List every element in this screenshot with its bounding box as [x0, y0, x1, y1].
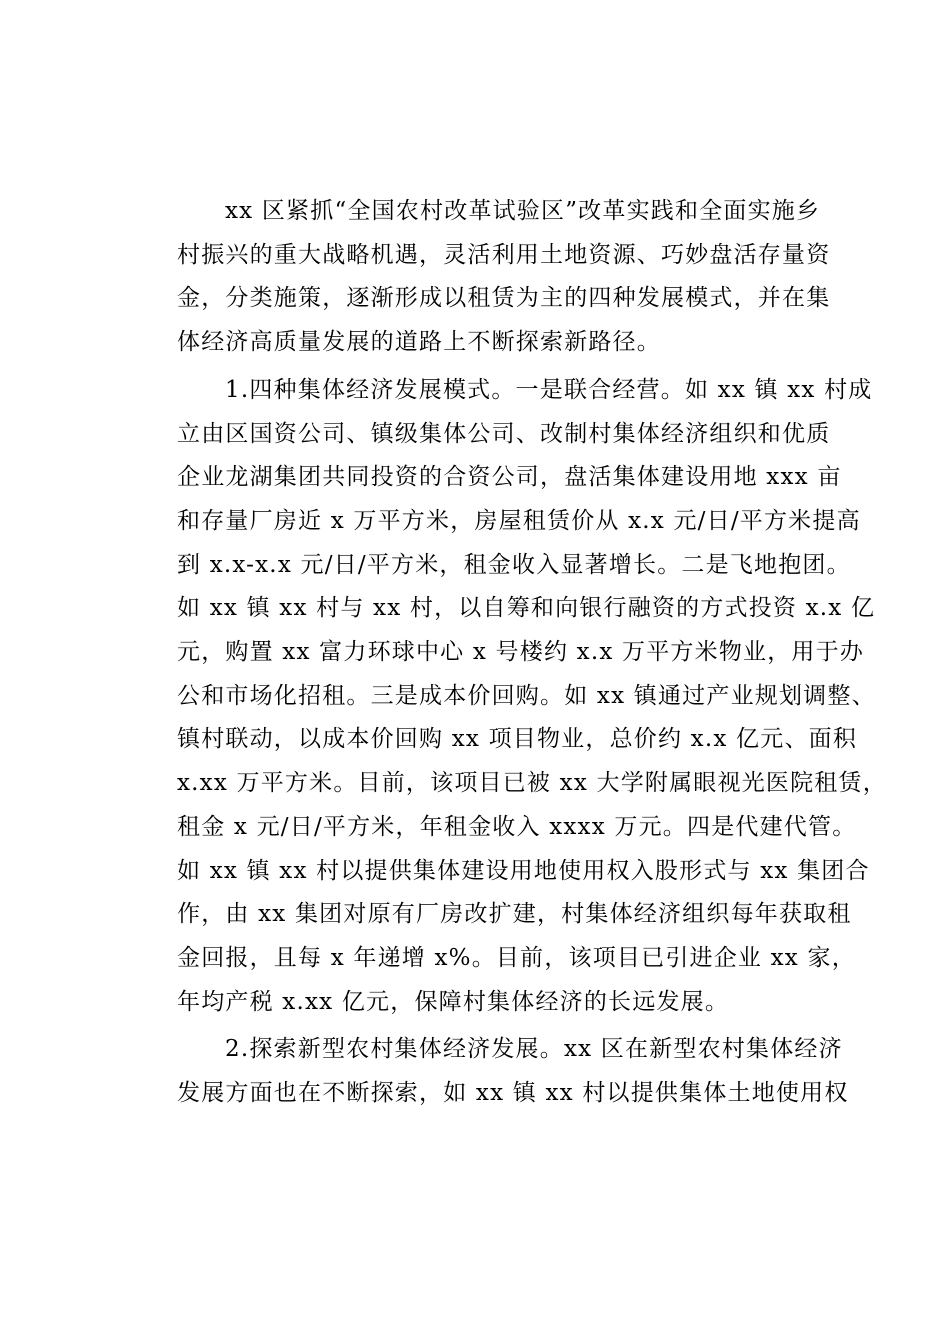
- paragraph-section-2: [129, 1028, 849, 1115]
- text-line: 和存量厂房近 x 万平方米，房屋租赁价从 x.x 元/日/平方米提高: [177, 507, 861, 534]
- text-line: 作，由 xx 集团对原有厂房改扩建，村集体经济组织每年获取租: [177, 901, 852, 928]
- text-line: 金，分类施策，逐渐形成以租赁为主的四种发展模式，并在集: [177, 285, 831, 312]
- text-line: x.xx 万平方米。目前，该项目已被 xx 大学附属眼视光医院租赁，: [177, 770, 887, 797]
- text-line: 镇村联动，以成本价回购 xx 项目物业，总价约 x.x 亿元、面积: [177, 726, 858, 753]
- text-line: 1.四种集体经济发展模式。一是联合经营。如 xx 镇 xx 村成: [225, 376, 873, 403]
- text-line: 租金 x 元/日/平方米，年租金收入 xxxx 万元。四是代建代管。: [177, 813, 857, 840]
- document-page: [129, 190, 887, 1120]
- text-line: 如 xx 镇 xx 村以提供集体建设用地使用权入股形式与 xx 集团合: [177, 857, 870, 884]
- text-line: 金回报，且每 x 年递增 x%。目前，该项目已引进企业 xx 家，: [177, 944, 856, 971]
- text-line: 公和市场化招租。三是成本价回购。如 xx 镇通过产业规划调整、: [177, 682, 876, 709]
- text-line: 到 x.x-x.x 元/日/平方米，租金收入显著增长。二是飞地抱团。: [177, 551, 851, 578]
- text-line: 立由区国资公司、镇级集体公司、改制村集体经济组织和优质: [177, 420, 831, 447]
- paragraph-intro: [129, 190, 834, 365]
- text-line: 2.探索新型农村集体经济发展。xx 区在新型农村集体经济: [225, 1036, 843, 1063]
- text-line: 发展方面也在不断探索，如 xx 镇 xx 村以提供集体土地使用权: [177, 1080, 849, 1107]
- text-line: 体经济高质量发展的道路上不断探索新路径。: [177, 329, 661, 356]
- paragraph-section-1: [129, 369, 887, 1025]
- text-line: xx 区紧抓“全国农村改革试验区”改革实践和全面实施乡: [225, 198, 821, 224]
- text-line: 村振兴的重大战略机遇，灵活利用土地资源、巧妙盘活存量资: [177, 241, 831, 268]
- text-line: 年均产税 x.xx 亿元，保障村集体经济的长远发展。: [177, 988, 730, 1015]
- text-line: 元，购置 xx 富力环球中心 x 号楼约 x.x 万平方米物业，用于办: [177, 639, 865, 666]
- text-line: 企业龙湖集团共同投资的合资公司，盘活集体建设用地 xxx 亩: [177, 464, 842, 491]
- text-line: 如 xx 镇 xx 村与 xx 村，以自筹和向银行融资的方式投资 x.x 亿: [177, 595, 876, 622]
